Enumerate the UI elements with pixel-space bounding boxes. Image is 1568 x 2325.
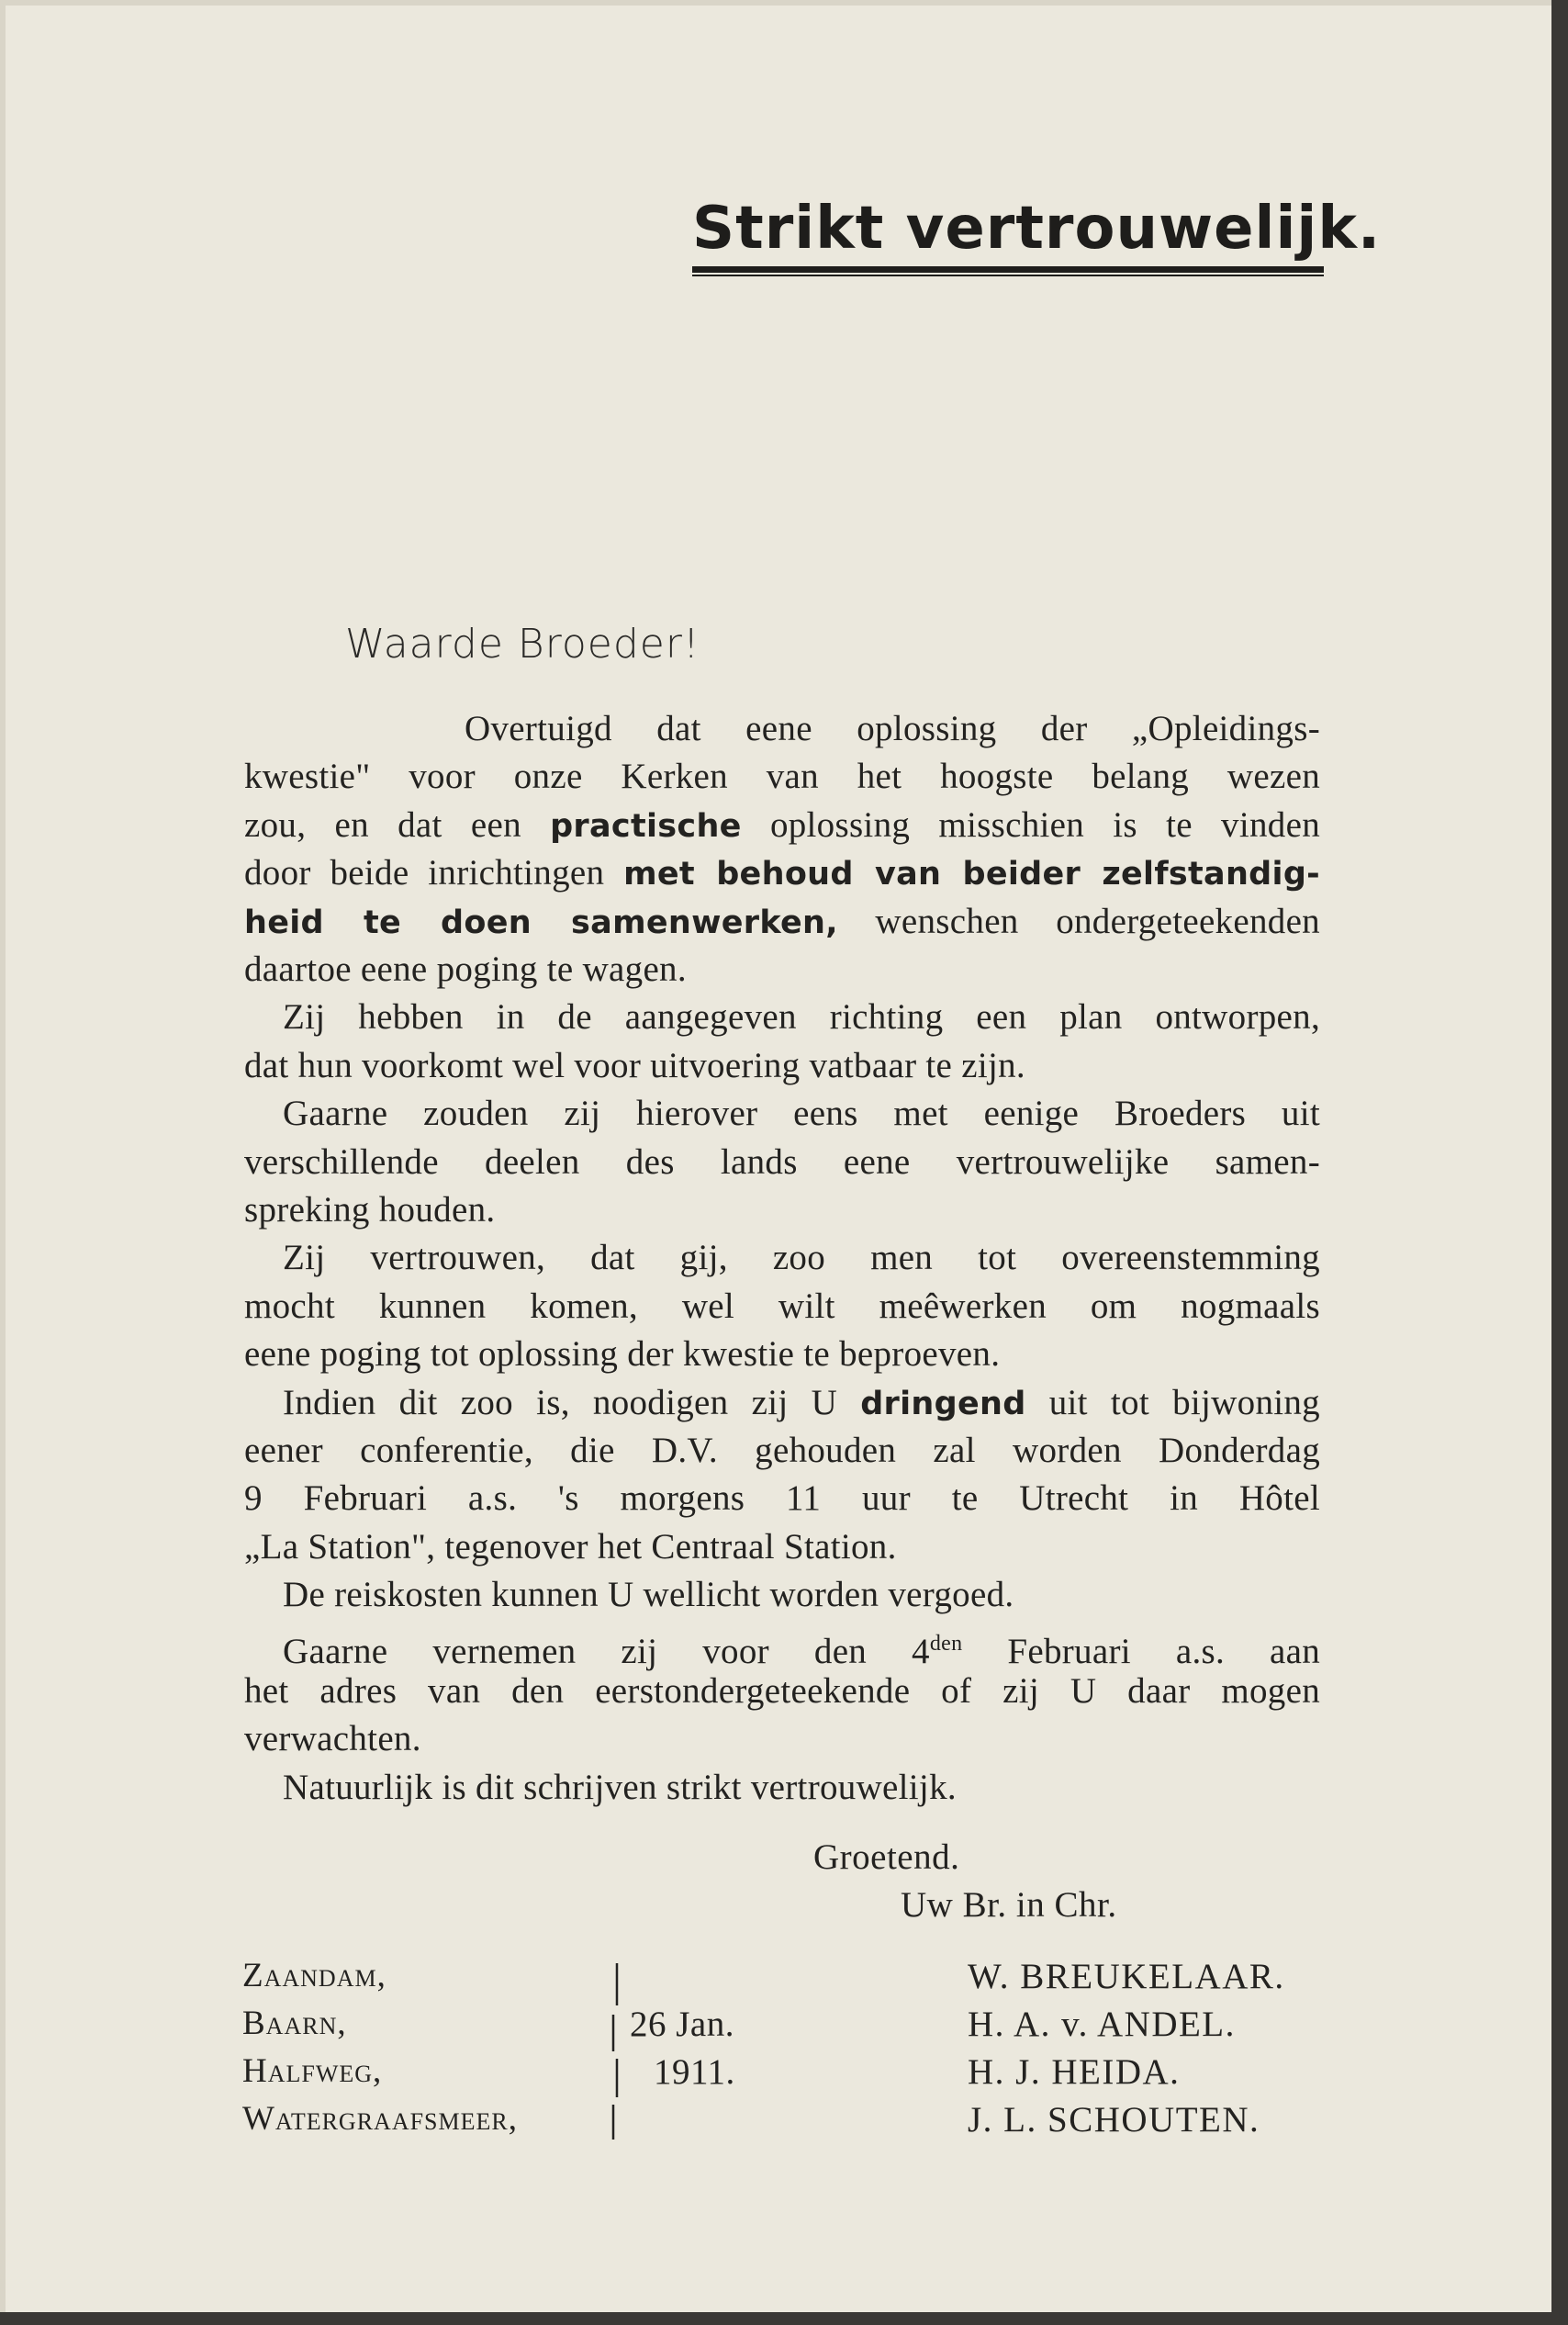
body-text-line: Gaarne vernemen zij voor den $4^{den}$ Februari a.s. aan (283, 1631, 1320, 1671)
body-text-line: „La Station", tegenover het Centraal Station. (244, 1526, 897, 1567)
place-name: Halfweg, (242, 2052, 383, 2090)
place-name: Zaandam, (242, 1957, 386, 1994)
body-text-line: Overtuigd dat eene oplossing der „Opleidings- (465, 709, 1320, 748)
body-text-line: daartoe eene poging te wagen. (244, 949, 687, 989)
body-text-line: eene poging tot oplossing der kwestie te beproeven. (244, 1334, 1001, 1375)
body-text-line: De reiskosten kunnen U wellicht worden vergoed. (283, 1575, 1014, 1615)
body-text-line: spreking houden. (244, 1190, 496, 1230)
salutation: Waarde Broeder! (345, 621, 700, 668)
date-year: 1911. (654, 2052, 735, 2092)
body-text-line: Natuurlijk is dit schrijven strikt vertrouwelijk. (283, 1767, 957, 1807)
body-text-line: 9 Februari a.s. 's morgens 11 uur te Utrecht in Hôtel (244, 1478, 1320, 1519)
place-name: Baarn, (242, 2005, 347, 2042)
body-text-line: zou, en dat een practische oplossing misschien is te vinden (244, 804, 1320, 845)
bracket-line (608, 1960, 626, 2143)
signatory-name: J. L. SCHOUTEN. (968, 2100, 1260, 2140)
body-text-line: eener conferentie, die D.V. gehouden zal worden Donderdag (244, 1431, 1320, 1470)
body-text-line: dat hun voorkomt wel voor uitvoering vatbaar te zijn. (244, 1045, 1025, 1085)
body-text-line: verschillende deelen des lands eene vertrouwelijke samen- (244, 1141, 1320, 1182)
body-text-line: mocht kunnen komen, wel wilt meêwerken om nogmaals (244, 1286, 1320, 1326)
title-underline (692, 266, 1324, 273)
signatory-name: H. A. v. ANDEL. (968, 2005, 1236, 2044)
place-name: Watergraafsmeer, (242, 2100, 518, 2138)
signatory-name: W. BREUKELAAR. (968, 1957, 1285, 1996)
body-text-line: door beide inrichtingen met behoud van beider zelfstandig- (244, 853, 1321, 893)
date-day: 26 Jan. (630, 2005, 734, 2044)
body-text-line: heid te doen samenwerken, wenschen ondergeteekenden (244, 901, 1320, 941)
body-text-line: het adres van den eerstondergeteekende of zij U daar mogen (244, 1671, 1320, 1711)
closing-greeting: Groetend. (813, 1837, 960, 1877)
body-text-line: kwestie" voor onze Kerken van het hoogste belang wezen (244, 757, 1320, 797)
signatory-name: H. J. HEIDA. (968, 2052, 1181, 2092)
document-title: Strikt vertrouwelijk. (692, 195, 1382, 263)
body-text-line: Zij vertrouwen, dat gij, zoo men tot overeenstemming (283, 1238, 1320, 1278)
title-underline-thin (692, 275, 1324, 276)
body-text-line: Indien dit zoo is, noodigen zij U dringend uit tot bijwoning (283, 1382, 1320, 1422)
closing-regards: Uw Br. in Chr. (901, 1885, 1117, 1925)
body-text-line: Zij hebben in de aangegeven richting een plan ontworpen, (283, 997, 1320, 1038)
scan-edge (1551, 0, 1568, 2325)
body-text-line: Gaarne zouden zij hierover eens met eenige Broeders uit (283, 1094, 1320, 1134)
body-text-line: verwachten. (244, 1719, 421, 1759)
scan-edge (0, 2312, 1568, 2325)
